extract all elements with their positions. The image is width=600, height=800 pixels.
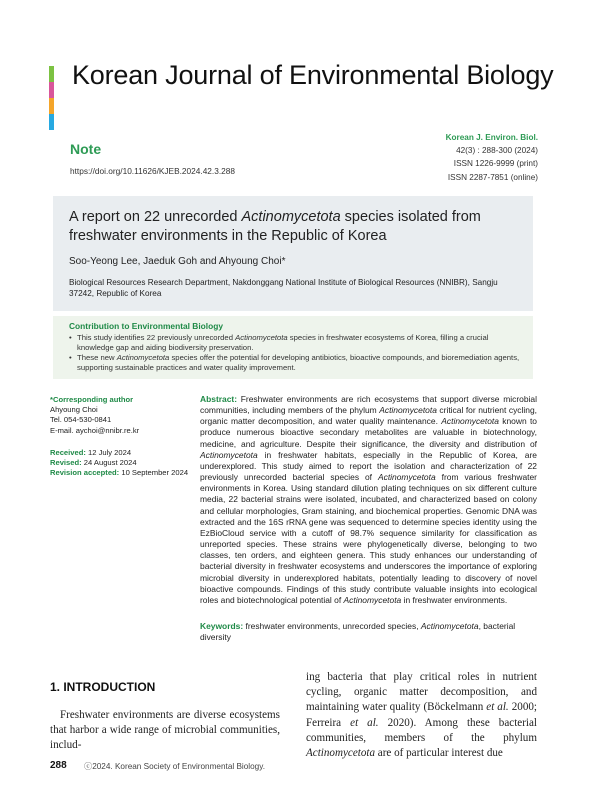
journal-abbreviation: Korean J. Environ. Biol. <box>445 133 538 142</box>
citation-block <box>446 131 538 184</box>
contribution-heading: Contribution to Environmental Biology <box>69 321 223 331</box>
accepted-date: Revision accepted: 10 September 2024 <box>50 468 189 478</box>
article-title: A report on 22 unrecorded Actinomycetota species isolated from freshwater environments in the Republic of Korea <box>69 209 481 244</box>
section-heading-introduction: 1. INTRODUCTION <box>50 680 156 694</box>
affiliation: Biological Resources Research Department, Nakdonggang National Institute of Biological Resources (NNIBR), Sangju 37242, Republic of Korea <box>69 278 498 299</box>
issn-print: ISSN 1226-9999 (print) <box>453 159 538 169</box>
corresponding-label: *Corresponding author <box>50 395 134 404</box>
journal-color-stripe <box>49 66 54 130</box>
copyright-notice: ⓒ2024. Korean Society of Environmental Biology. <box>84 762 265 771</box>
author-list: Soo-Yeong Lee, Jaeduk Goh and Ahyoung Choi* <box>69 256 286 267</box>
revised-date: Revised: 24 August 2024 <box>50 458 137 468</box>
issn-online: ISSN 2287-7851 (online) <box>447 172 538 182</box>
author-name: Ahyoung Choi <box>50 405 98 415</box>
intro-paragraph-right: ing bacteria that play critical roles in nutrient cycling, organic matter decomposition, and maintaining water quality (Böckelmann et al. 2000; Ferreira et al. 2020). Among these bacterial communities, members of the phylum Actinomycetota are of particular interest due <box>306 671 538 760</box>
author-email[interactable]: E-mail. aychoi@nnibr.re.kr <box>50 425 140 435</box>
author-tel: Tel. 054-530-0841 <box>50 415 112 425</box>
journal-title: Korean Journal of Environmental Biology <box>72 60 554 90</box>
contribution-list <box>69 333 524 373</box>
corresponding-author <box>50 395 139 436</box>
history-dates <box>50 448 188 479</box>
doi-link[interactable]: https://doi.org/10.11626/KJEB.2024.42.3.288 <box>70 166 235 176</box>
stripe-green <box>49 66 54 82</box>
stripe-orange <box>49 98 54 114</box>
abstract: Abstract: Freshwater environments are rich ecosystems that support diverse microbial communities, including members of the phylum Actinomycetota critical for nutrient cycling, organic matter decomposition, and water quality maintenance. Actinomycetota known to produce numerous bioactive secondary metabolites are valuable in biotechnology, medicine, and agriculture. Despite their significance, the diversity and distribution of Actinomycetota in freshwater habitats, especially in the Republic of Korea, are underexplored. This study aimed to report the isolation and characterization of 22 previously unrecorded bacterial species of Actinomycetota from various freshwater environments in Korea. Using standard dilution plating techniques on six different culture media, 22 bacterial strains were isolated, incubated, and characterized based on colony and cellular morphologies, Gram staining, and biochemical properties. Genomic DNA was extracted and the 16S rRNA gene was sequenced to determine species identity using the EzBioCloud service with a cutoff of 98.7% sequence similarity for classification as unreported species. These strains were phylogenetically diverse, belonging to two classes, ten orders, and eighteen genera. This study enhances our understanding of bacterial diversity in freshwater ecosystems and underscores the importance of exploring microbial diversity in underexplored habitats, potentially leading to discovery of novel bioactive compounds. Findings of this study contribute valuable insights into ecological roles and biotechnological potential of Actinomycetota in freshwater environments. <box>200 394 537 605</box>
received-date: Received: 12 July 2024 <box>50 448 132 457</box>
stripe-pink <box>49 82 54 98</box>
keywords: Keywords: freshwater environments, unrecorded species, Actinomycetota, bacterial diversity <box>200 621 516 643</box>
article-type: Note <box>70 141 102 157</box>
volume-pages: 42(3) : 288-300 (2024) <box>456 146 538 156</box>
stripe-blue <box>49 114 54 130</box>
page-number: 288 <box>50 760 67 771</box>
contribution-item: • This study identifies 22 previously unrecorded Actinomycetota species in freshwater ecosystems of Korea, filling a crucial knowledge gap and aiding biodiversity preservation. <box>69 333 524 353</box>
intro-paragraph-left: Freshwater environments are diverse ecosystems that harbor a wide range of microbial communities, includ- <box>50 709 280 752</box>
contribution-item: • These new Actinomycetota species offer the potential for developing antibiotics, bioactive compounds, and bioremediation agents, supporting sustainable practices and water quality improvement. <box>69 353 524 373</box>
